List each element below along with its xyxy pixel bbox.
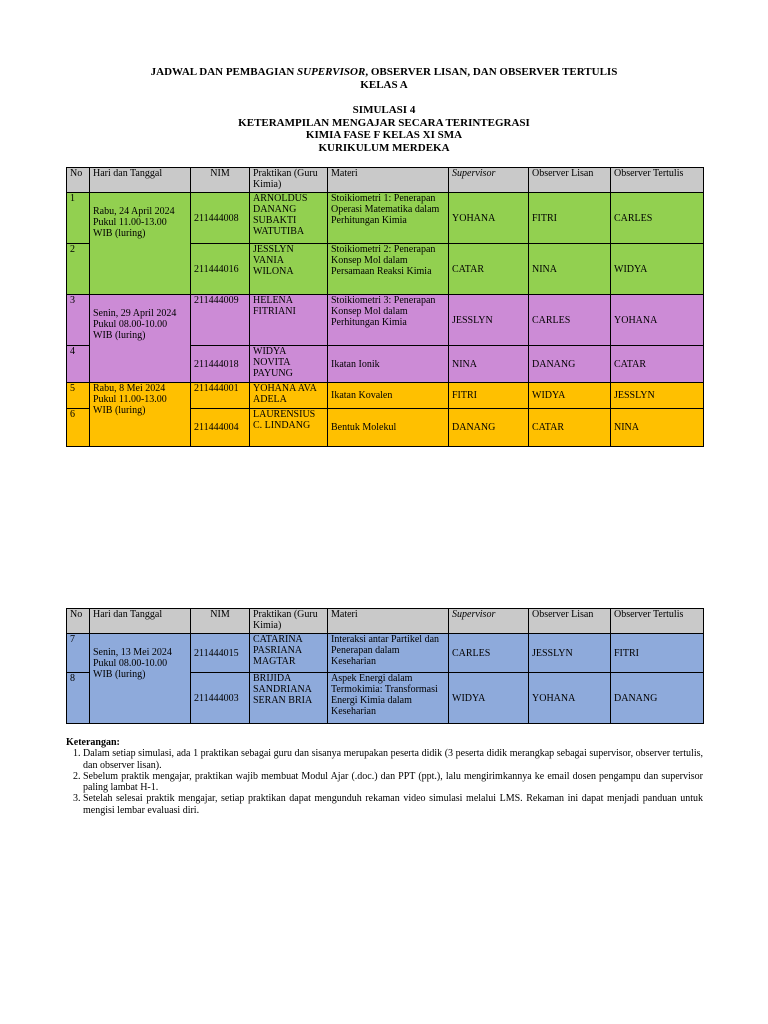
- supervisor-cell: DANANG: [449, 409, 529, 447]
- table-header-row: [67, 168, 704, 193]
- observer-lisan-cell: WIDYA: [529, 383, 611, 409]
- col-supervisor: Supervisor: [449, 609, 529, 634]
- row-no: 6: [67, 409, 90, 447]
- nim-cell: 211444004: [191, 409, 250, 447]
- praktikan-cell: HELENA FITRIANI: [250, 295, 328, 346]
- supervisor-cell: CARLES: [449, 634, 529, 673]
- observer-lisan-cell: YOHANA: [529, 673, 611, 724]
- notes-section: [66, 737, 703, 816]
- nim-cell: 211444018: [191, 346, 250, 383]
- materi-cell: Ikatan Kovalen: [328, 383, 449, 409]
- row-no: 4: [67, 346, 90, 383]
- day-cell: Rabu, 8 Mei 2024 Pukul 11.00-13.00 WIB (luring): [90, 383, 191, 447]
- praktikan-cell: BRIJIDA SANDRIANA SERAN BRIA: [250, 673, 328, 724]
- table-row: [67, 193, 704, 244]
- praktikan-cell: ARNOLDUS DANANG SUBAKTI WATUTIBA: [250, 193, 328, 244]
- materi-cell: Aspek Energi dalam Termokimia: Transformasi Energi Kimia dalam Keseharian: [328, 673, 449, 724]
- row-no: 5: [67, 383, 90, 409]
- day-cell: Senin, 29 April 2024 Pukul 08.00-10.00 WIB (luring): [90, 295, 191, 383]
- simulation-label: SIMULASI 4: [352, 104, 416, 116]
- day-cell: Senin, 13 Mei 2024 Pukul 08.00-10.00 WIB (luring): [90, 634, 191, 724]
- materi-cell: Stoikiometri 3: Penerapan Konsep Mol dalam Perhitungan Kimia: [328, 295, 449, 346]
- class-label: KELAS A: [360, 78, 408, 91]
- col-observer-tertulis: Observer Tertulis: [611, 609, 704, 634]
- nim-cell: 211444008: [191, 193, 250, 244]
- note-item: 3. Setelah selesai praktik mengajar, setiap praktikan dapat mengunduh rekaman video simulasi melalui LMS. Rekaman ini dapat menjadi panduan untuk mengisi lembar evaluasi diri.: [83, 793, 703, 816]
- col-hari: Hari dan Tanggal: [90, 609, 191, 634]
- materi-cell: Interaksi antar Partikel dan Penerapan dalam Keseharian: [328, 634, 449, 673]
- praktikan-cell: LAURENSIUS C. LINDANG: [250, 409, 328, 447]
- materi-cell: Bentuk Molekul: [328, 409, 449, 447]
- observer-tertulis-cell: FITRI: [611, 634, 704, 673]
- observer-tertulis-cell: JESSLYN: [611, 383, 704, 409]
- supervisor-cell: FITRI: [449, 383, 529, 409]
- curriculum-label: KURIKULUM MERDEKA: [318, 141, 450, 154]
- praktikan-cell: YOHANA AVA ADELA: [250, 383, 328, 409]
- nim-cell: 211444003: [191, 673, 250, 724]
- observer-tertulis-cell: CARLES: [611, 193, 704, 244]
- materi-cell: Stoikiometri 1: Penerapan Operasi Matematika dalam Perhitungan Kimia: [328, 193, 449, 244]
- praktikan-cell: WIDYA NOVITA PAYUNG: [250, 346, 328, 383]
- col-no: No: [67, 168, 90, 193]
- schedule-table-2: [66, 608, 704, 724]
- supervisor-cell: NINA: [449, 346, 529, 383]
- row-no: 8: [67, 673, 90, 724]
- subject-label: KIMIA FASE F KELAS XI SMA: [305, 129, 463, 141]
- col-materi: Materi: [328, 168, 449, 193]
- table-row: [67, 634, 704, 673]
- col-nim: NIM: [191, 168, 250, 193]
- col-nim: NIM: [191, 609, 250, 634]
- document-header: [0, 66, 768, 91]
- observer-lisan-cell: DANANG: [529, 346, 611, 383]
- table-row: [67, 383, 704, 409]
- table-header-row: [67, 609, 704, 634]
- col-praktikan: Praktikan (Guru Kimia): [250, 609, 328, 634]
- supervisor-cell: WIDYA: [449, 673, 529, 724]
- nim-cell: 211444016: [191, 244, 250, 295]
- observer-tertulis-cell: DANANG: [611, 673, 704, 724]
- supervisor-cell: CATAR: [449, 244, 529, 295]
- row-no: 1: [67, 193, 90, 244]
- observer-tertulis-cell: NINA: [611, 409, 704, 447]
- observer-lisan-cell: CATAR: [529, 409, 611, 447]
- supervisor-cell: YOHANA: [449, 193, 529, 244]
- nim-cell: 211444001: [191, 383, 250, 409]
- materi-cell: Ikatan Ionik: [328, 346, 449, 383]
- observer-lisan-cell: CARLES: [529, 295, 611, 346]
- row-no: 7: [67, 634, 90, 673]
- notes-title: Keterangan:: [66, 737, 120, 748]
- doc-title: JADWAL DAN PEMBAGIAN SUPERVISOR, OBSERVER LISAN, DAN OBSERVER TERTULIS: [150, 66, 618, 78]
- col-observer-lisan: Observer Lisan: [529, 168, 611, 193]
- nim-cell: 211444009: [191, 295, 250, 346]
- nim-cell: 211444015: [191, 634, 250, 673]
- table-row: [67, 295, 704, 346]
- skill-label: KETERAMPILAN MENGAJAR SECARA TERINTEGRASI: [238, 116, 530, 129]
- note-item: 2. Sebelum praktik mengajar, praktikan wajib membuat Modul Ajar (.doc.) dan PPT (ppt.), lalu mengirimkannya ke email dosen pengampu dan supervisor paling lambat H-1.: [83, 771, 703, 794]
- observer-lisan-cell: NINA: [529, 244, 611, 295]
- observer-lisan-cell: FITRI: [529, 193, 611, 244]
- col-materi: Materi: [328, 609, 449, 634]
- observer-tertulis-cell: WIDYA: [611, 244, 704, 295]
- row-no: 3: [67, 295, 90, 346]
- col-no: No: [67, 609, 90, 634]
- observer-tertulis-cell: YOHANA: [611, 295, 704, 346]
- col-observer-lisan: Observer Lisan: [529, 609, 611, 634]
- schedule-table-1: [66, 167, 704, 447]
- document-subheader: [0, 104, 768, 154]
- row-no: 2: [67, 244, 90, 295]
- col-supervisor: Supervisor: [449, 168, 529, 193]
- col-praktikan: Praktikan (Guru Kimia): [250, 168, 328, 193]
- note-item: 1. Dalam setiap simulasi, ada 1 praktikan sebagai guru dan sisanya merupakan peserta didik (3 peserta didik merangkap sebagai supervisor, observer tertulis, dan observer lisan).: [83, 748, 703, 771]
- praktikan-cell: JESSLYN VANIA WILONA: [250, 244, 328, 295]
- supervisor-cell: JESSLYN: [449, 295, 529, 346]
- observer-lisan-cell: JESSLYN: [529, 634, 611, 673]
- col-observer-tertulis: Observer Tertulis: [611, 168, 704, 193]
- materi-cell: Stoikiometri 2: Penerapan Konsep Mol dalam Persamaan Reaksi Kimia: [328, 244, 449, 295]
- notes-list: [66, 748, 703, 816]
- day-cell: Rabu, 24 April 2024 Pukul 11.00-13.00 WIB (luring): [90, 193, 191, 295]
- observer-tertulis-cell: CATAR: [611, 346, 704, 383]
- col-hari: Hari dan Tanggal: [90, 168, 191, 193]
- praktikan-cell: CATARINA PASRIANA MAGTAR: [250, 634, 328, 673]
